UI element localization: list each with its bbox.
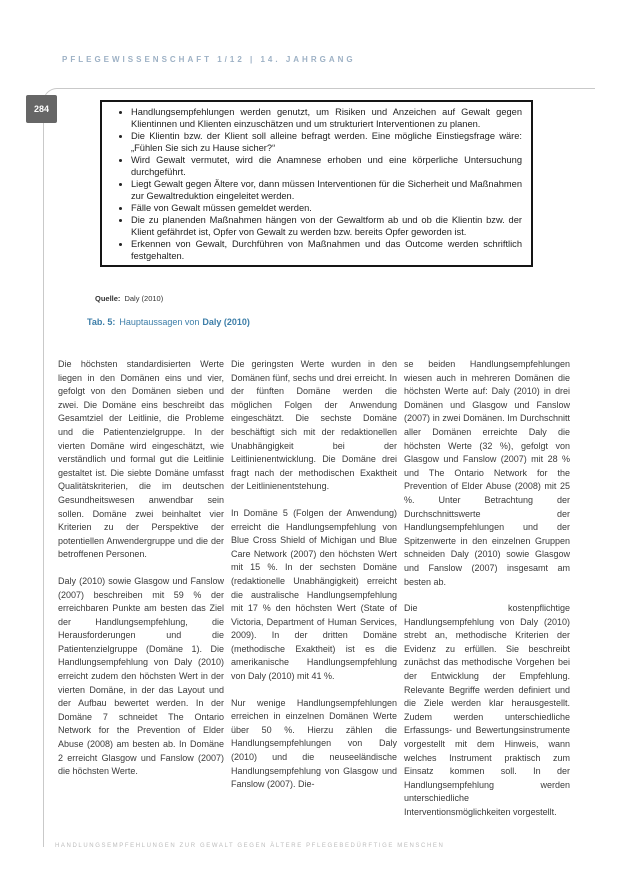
bullet-item: • Liegt Gewalt gegen Ältere vor, dann müssen Interventionen für die Sicherheit und Maßnahmen zur Gewaltreduktion eingeleitet werden.	[131, 178, 522, 202]
bullet-list	[108, 106, 522, 262]
table-caption-prefix: Tab. 5:	[87, 317, 116, 327]
paragraph: Die kostenpflichtige Handlungsempfehlung von Daly (2010) strebt an, methodische Kriterien der Evidenz zu erfüllen. Sie beschreibt zunächst das methodische Vorgehen bei der Entwicklung der Empfehlung. Relevante Begriffe werden definiert und die Ziele werden klar herausgestellt. Zudem werden unterschiedliche Erfassungs- und Bewertungsinstrumente vorgestellt mit dem Hinweis, wann welches Instrument praktisch zum Einsatz kommen soll. In der Handlungsempfehlung werden unterschiedliche Interventionsmöglichkeiten vorgestellt.	[404, 603, 570, 817]
paragraph: In Domäne 5 (Folgen der Anwendung) erreicht die Handlungsempfehlung von Blue Cross Shield of Michigan und Blue Care Network (2007) den höchsten Wert mit 15 %. In der sechsten Domäne (redaktionelle Unabhängigkeit) erreicht die australische Handlungsempfehlung mit 17 % den höchsten Wert (State of Victoria, Department of Human Services, 2009). In der dritten Domäne (methodische Exaktheit) ist es die amerikanische Handlungsempfehlung von Daly (2010) mit 41 %.	[231, 507, 397, 682]
key-statements-box	[100, 100, 533, 267]
table-caption-reference: Daly (2010)	[202, 317, 250, 327]
article-body	[58, 358, 570, 820]
text-column-3	[404, 358, 570, 820]
bullet-item: • Erkennen von Gewalt, Durchführen von Maßnahmen und das Outcome werden schriftlich festgehalten.	[131, 238, 522, 262]
source-value: Daly (2010)	[124, 294, 164, 303]
bullet-item: • Handlungsempfehlungen werden genutzt, um Risiken und Anzeichen auf Gewalt gegen Klientinnen und Klienten einzuschätzen und um strukturiert Interventionen zu planen.	[131, 106, 522, 130]
running-footer: HANDLUNGSEMPFEHLUNGEN ZUR GEWALT GEGEN ÄLTERE PFLEGEBEDÜRFTIGE MENSCHEN	[55, 843, 445, 849]
paragraph: se beiden Handlungsempfehlungen wiesen auch in mehreren Domänen die höchsten Werte auf: Daly (2010) in drei Domänen und Glasgow und Fanslow (2007) in zwei Domänen. Im Durchschnitt aller Domänen erreichte Daly die höchsten Werte (32 %), gefolgt von Glasgow und Fanslow (2007) mit 28 % und The Ontario Network for the Prevention of Elder Abuse (2008) mit 25 %. Unter Betrachtung der Durchschnittswerte der Handlungsempfehlungen und der Spitzenwerte in den einzelnen Gruppen schneiden Daly (2010) sowie Glasgow und Fanslow (2007) insgesamt am besten ab.	[404, 359, 570, 587]
paragraph: Die höchsten standardisierten Werte liegen in den Domänen eins und vier, gefolgt von den Domänen sieben und zwei. Die Domäne eins beschreibt das Gesamtziel der Leitlinie, die Probleme und die Patientenzielgruppe. In der vierten Domäne wird eingeschätzt, wie verständlich und formal gut die Leitlinie gestaltet ist. Die siebte Domäne umfasst Qualitätskriterien, die im deutschen Gesundheitswesen anwendbar sein sollen. Domäne zwei beinhaltet vier Kriterien zu der Perspektive der potentiellen Anwendergruppe und die der betroffenen Personen.	[58, 359, 224, 560]
source-note	[95, 294, 163, 303]
text-column-1	[58, 358, 224, 820]
table-caption-text: Hauptaussagen von	[119, 317, 200, 327]
source-label: Quelle:	[95, 294, 121, 303]
paragraph: Nur wenige Handlungsempfehlungen erreichen in einzelnen Domänen Werte über 50 %. Hierzu zählen die Handlungsempfehlungen von Daly (2010) und die neuseeländische Handlungsempfehlung von Glasgow und Fanslow (2007). Die-	[231, 697, 397, 790]
bullet-item: • Fälle von Gewalt müssen gemeldet werden.	[131, 202, 522, 214]
journal-header: PFLEGEWISSENSCHAFT 1/12 | 14. JAHRGANG	[62, 55, 356, 64]
bullet-item: • Die zu planenden Maßnahmen hängen von der Gewaltform ab und ob die Klientin bzw. der Klient gefährdet ist, Opfer von Gewalt zu werden bzw. bereits Opfer geworden ist.	[131, 214, 522, 238]
table-caption	[87, 317, 250, 327]
page-number-badge: 284	[26, 95, 57, 123]
paragraph: Daly (2010) sowie Glasgow und Fanslow (2007) beschreiben mit 59 % der erreichbaren Punkte am besten das Ziel der Handlungsempfehlung, die Herausforderungen und die Patientenzielgruppe (Domäne 1). Die Handlungsempfehlung von Daly (2010) erreicht zudem den höchsten Wert in der vierten Domäne, in der das Layout und der Aufbau bewertet werden. In der Domäne 7 schneidet The Ontario Network for the Prevention of Elder Abuse (2008) am besten ab. In Domäne 2 erreicht Glasgow und Fanslow (2007) die höchsten Werte.	[58, 575, 224, 777]
bullet-item: • Die Klientin bzw. der Klient soll alleine befragt werden. Eine mögliche Einstiegsfrage wäre: „Fühlen Sie sich zu Hause sicher?“	[131, 130, 522, 154]
paragraph: Die geringsten Werte wurden in den Domänen fünf, sechs und drei erreicht. In der fünften Domäne werden die möglichen Folgen der Anwendung eingeschätzt. Die sechste Domäne beschäftigt sich mit der redaktionellen Unabhängigkeit bei der Leitlinienentwicklung. Die Domäne drei fragt nach der methodischen Exaktheit der Leitlinienentstehung.	[231, 359, 397, 492]
text-column-2	[231, 358, 397, 820]
bullet-item: • Wird Gewalt vermutet, wird die Anamnese erhoben und eine körperliche Untersuchung durchgeführt.	[131, 154, 522, 178]
